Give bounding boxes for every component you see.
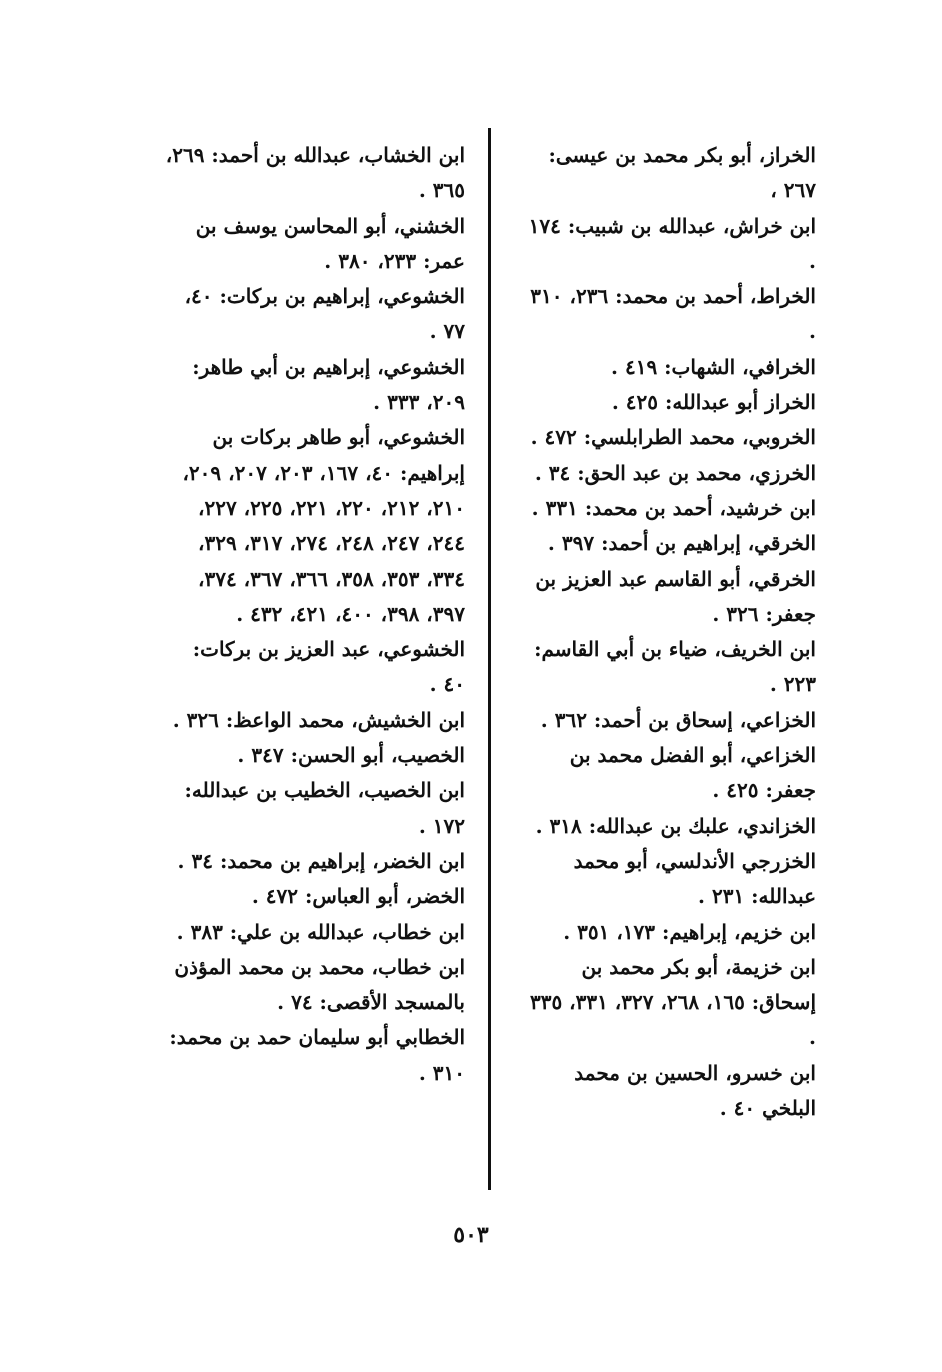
entry-pages: ١٧٢ . [418, 813, 465, 838]
index-entry [165, 138, 465, 209]
index-entry [520, 703, 816, 738]
entry-name: الخصيب، أبو الحسن: [290, 743, 465, 768]
index-entry [165, 1020, 465, 1091]
entry-pages: ٢٢٣ . [769, 672, 816, 697]
entry-name: ابن خطاب، محمد بن محمد المؤذن بالمسجد الأقصى: [174, 954, 465, 1015]
entry-pages: ١٦٥، ٢٦٨، ٣٢٧، ٣٣١، ٣٣٥ . [529, 990, 816, 1050]
index-entry [520, 562, 816, 633]
index-entry [165, 844, 465, 879]
entry-name: الخشني، أبو المحاسن يوسف بن عمر: [195, 213, 465, 273]
index-entry [520, 950, 816, 1056]
entry-name: الخشوعي، أبو طاهر بركات بن إبراهيم: [212, 425, 465, 485]
index-entry [520, 809, 816, 844]
entry-name: الخزاندي، علبك بن عبدالله: [588, 813, 816, 838]
entry-pages: ١٧٤ . [528, 213, 816, 273]
entry-pages: ٢٦٩، ٣٦٥ . [165, 143, 465, 203]
index-entry [520, 385, 816, 420]
index-entry [520, 456, 816, 491]
entry-pages: ٣٩٧ . [547, 531, 595, 556]
entry-pages: ٣٤ . [534, 460, 571, 485]
entry-name: ابن خزيم، إبراهيم: [662, 919, 816, 944]
entry-pages: ٤٠، ١٦٧، ٢٠٣، ٢٠٧، ٢٠٩، ٢١٠، ٢١٢، ٢٢٠، ٢٢١، ٢٢٥، ٢٢٧، ٢٤٤، ٢٤٧، ٢٤٨، ٢٧٤، ٣١٧، ٣٢٩، ٣٣٤، ٣٥٣، ٣٥٨، ٣٦٦، ٣٦٧، ٣٧٤، ٣٩٧، ٣٩٨، ٤٠٠، ٤٢١، ٤٣٢ . [182, 460, 465, 626]
entry-name: الخشوعي، إبراهيم بن أبي طاهر: [192, 354, 465, 379]
entry-name: الخزرجي الأندلسي، أبو محمد عبدالله: [573, 848, 816, 909]
index-entry [165, 879, 465, 914]
entry-name: ابن الخريف، ضياء بن أبي القاسم: [534, 637, 816, 662]
entry-pages: ٢٦٧ ، [770, 178, 816, 203]
index-entry [165, 350, 465, 421]
entry-pages: ٤٧٢ . [530, 425, 577, 450]
index-entry [520, 1056, 816, 1127]
index-entry [165, 209, 465, 280]
index-entry [520, 844, 816, 915]
entry-pages: ٢٣٣، ٣٨٠ . [324, 248, 417, 273]
entry-pages: ٢٣١ . [698, 884, 745, 909]
entry-name: الخزاعي، إسحاق بن أحمد: [593, 707, 816, 732]
index-entry [520, 491, 816, 526]
entry-pages: ٧٤ . [277, 990, 313, 1015]
entry-pages: ٢٣٦، ٣١٠ . [530, 284, 816, 344]
index-entry [520, 915, 816, 950]
entry-pages: ٤٢٥ . [611, 390, 658, 415]
index-entry [165, 420, 465, 632]
entry-name: الخطابي أبو سليمان حمد بن محمد: [169, 1025, 465, 1050]
entry-name: ابن خطاب، عبدالله بن علي: [229, 919, 465, 944]
index-entry [165, 950, 465, 1021]
entry-name: ابن خرشيد، أحمد بن محمد: [584, 495, 816, 520]
entry-name: ابن خراش، عبدالله بن شبيب: [567, 213, 816, 238]
column-divider [488, 128, 491, 1190]
entry-name: ابن خسرو، الحسين بن محمد البلخي [574, 1060, 816, 1121]
entry-name: ابن خزيمة، أبو بكر محمد بن إسحاق: [581, 954, 816, 1015]
index-entry [165, 632, 465, 703]
entry-name: الخرزي، محمد بن عبد الحق: [577, 460, 816, 485]
entry-pages: ٤٢٥ . [712, 778, 759, 803]
index-entry [520, 279, 816, 350]
index-entry [520, 350, 816, 385]
entry-pages: ٣٤ . [177, 848, 213, 873]
index-entry [165, 915, 465, 950]
entry-name: الخرافي، الشهاب: [664, 354, 816, 379]
index-entry [520, 526, 816, 561]
index-entry [520, 420, 816, 455]
index-entry [165, 703, 465, 738]
entry-pages: ١٧٣، ٣٥١ . [563, 919, 656, 944]
entry-pages: ٤٠، ٧٧ . [184, 284, 465, 344]
index-entry [520, 632, 816, 703]
entry-pages: ٣١٨ . [535, 813, 582, 838]
entry-pages: ٣٣١ . [531, 495, 578, 520]
entry-pages: ٣٢٦ . [712, 601, 759, 626]
entry-name: الخراز، أبو بكر محمد بن عيسى: [548, 143, 816, 167]
index-entry [520, 738, 816, 809]
entry-pages: ٣٨٣ . [176, 919, 223, 944]
entry-pages: ٤٠ . [719, 1096, 756, 1121]
entry-name: الخرقي، إبراهيم بن أحمد: [601, 531, 816, 556]
entry-pages: ٤١٩ . [611, 354, 658, 379]
index-entry [520, 138, 816, 209]
entry-pages: ٣١٠ . [418, 1060, 465, 1085]
entry-name: الخروبي، محمد الطرابلسي: [583, 425, 816, 450]
index-column-right [520, 138, 816, 1126]
entry-name: ابن الخشيش، محمد الواعظ: [225, 707, 465, 732]
entry-name: الخضر، أبو العباس: [305, 884, 465, 909]
entry-pages: ٣٢٦ . [172, 707, 219, 732]
index-entry [165, 279, 465, 350]
index-entry [165, 738, 465, 773]
entry-name: الخراز أبو عبدالله: [664, 390, 816, 415]
index-entry [165, 773, 465, 844]
entry-name: الخشوعي، عبد العزيز بن بركات: [192, 637, 465, 662]
entry-pages: ٣٦٢ . [540, 707, 587, 732]
index-column-left [165, 138, 465, 1091]
entry-pages: ٣٤٧ . [237, 743, 284, 768]
entry-name: الخزاعي، أبو الفضل محمد بن جعفر: [569, 743, 816, 803]
index-entry [520, 209, 816, 280]
entry-pages: ٤٧٢ . [251, 884, 299, 909]
entry-name: ابن الخضر، إبراهيم بن محمد: [219, 848, 465, 873]
page-number: ٥٠٣ [453, 1222, 489, 1248]
entry-name: الخرقي، أبو القاسم عبد العزيز بن جعفر: [535, 566, 816, 626]
entry-pages: ٢٠٩، ٣٣٣ . [373, 390, 465, 415]
entry-name: ابن الخصيب، الخطيب بن عبدالله: [184, 778, 465, 803]
entry-name: الخشوعي، إبراهيم بن بركات: [219, 284, 465, 309]
entry-name: ابن الخشاب، عبدالله بن أحمد: [211, 143, 465, 167]
entry-name: الخراط، أحمد بن محمد: [615, 284, 816, 309]
entry-pages: ٤٠ . [429, 672, 465, 697]
